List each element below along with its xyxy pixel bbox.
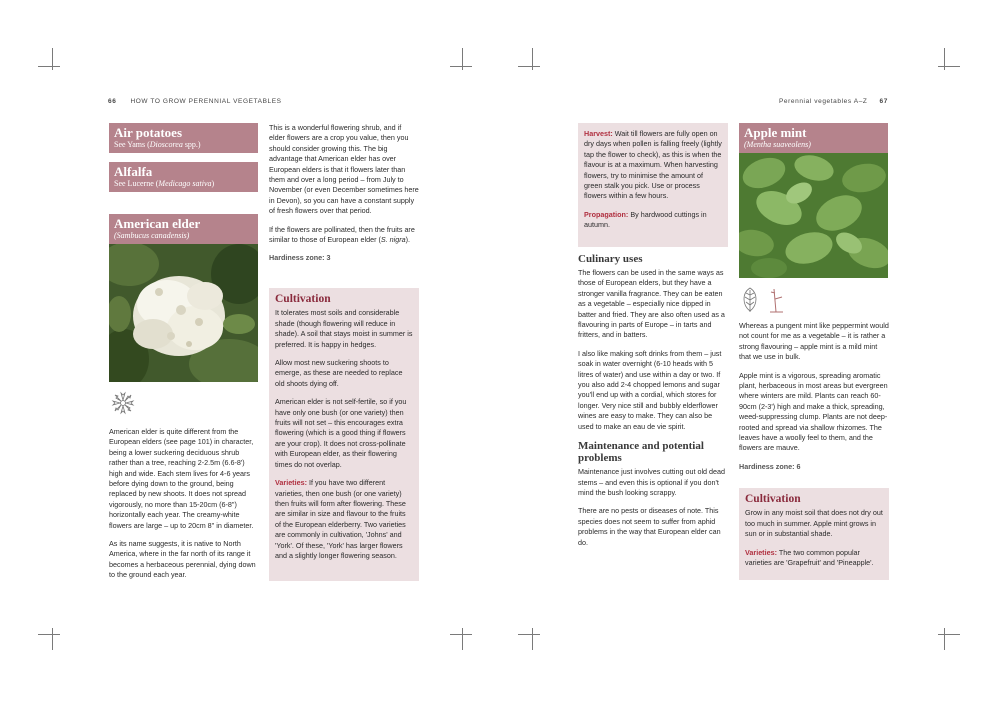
crop-mark (944, 628, 945, 650)
entry-apple-mint (739, 123, 888, 153)
body-paragraph: It tolerates most soils and considerable shade (though flowering will reduce in shade). A soil that stays moist in summer is preferred. It is happy in hedges. (275, 308, 413, 349)
page-number: 67 (879, 98, 888, 105)
crop-mark (938, 634, 960, 635)
crop-mark (52, 628, 53, 650)
crop-mark (938, 66, 960, 67)
crop-mark (38, 634, 60, 635)
entry-latin-name: (Mentha suaveolens) (744, 140, 811, 149)
varieties-paragraph: Varieties: If you have two different varieties, then one bush (or one variety) then fruits will form after flowering. These are similar in size and flavour to the fruits of the European elderberry. Two varieties are commonly in cultivation, 'Johns' and 'York'. Of these, 'York' has larger flowers and a slightly longer flowering season. (275, 478, 406, 560)
american-elder-description (109, 427, 259, 589)
apple-mint-cultivation-panel (739, 488, 889, 580)
apple-mint-description (739, 321, 889, 483)
entry-title: American elder (114, 216, 201, 231)
crop-mark (462, 628, 463, 650)
body-paragraph: As its name suggests, it is native to North America, where in the far north of its range it becomes a herbaceous perennial, dying down to the ground each year. (109, 539, 256, 580)
section-heading: Cultivation (745, 493, 801, 505)
crop-mark (532, 628, 533, 650)
crop-mark (518, 634, 540, 635)
entry-title: Alfalfa (114, 164, 153, 179)
body-paragraph: There are no pests or diseases of note. This species does not seem to suffer from aphid problems in the way that European elder can do. (578, 506, 721, 547)
harvest-panel (578, 123, 728, 247)
page-number: 66 (108, 98, 117, 105)
crop-mark (450, 66, 472, 67)
crop-mark (462, 48, 463, 70)
entry-crossref: See Lucerne (Medicago sativa) (114, 179, 215, 188)
harvest-paragraph: Harvest: Wait till flowers are fully open on dry days when pollen is falling freely (lightly tap the flower to check), as this is when the flavour is at a maximum. When harvesting flowers, try to minimise the amount of green stalk you pick. Use or process flowers within a few hours. (584, 129, 722, 201)
flower-icon (110, 390, 136, 416)
section-heading: Culinary uses (578, 253, 643, 265)
crop-mark (944, 48, 945, 70)
crop-mark (532, 48, 533, 70)
leaf-icon (740, 287, 760, 313)
cultivation-panel (269, 288, 419, 581)
left-running-head (108, 98, 282, 105)
body-paragraph: This is a wonderful flowering shrub, and if elder flowers are a crop you value, then you should consider growing this. The big advantage that American elder has over European elders is that it flowers later than them and over a long period – from July to November (or even December sometimes here in Devon), so you can have a constant supply of fresh flowers over that period. (269, 123, 419, 216)
crop-mark (38, 66, 60, 67)
body-paragraph: I also like making soft drinks from them – just soak in water overnight (6-10 heads with 5 litres of water) and use within a day or two. If you also add 2-4 chopped lemons and sugar you'll end up with a cordial, which stores for longer. Very nice still and bubbly elderflower wines are easy to make. They can also be used to make an eau de vie spirit. (578, 348, 722, 431)
culinary-section (578, 253, 728, 556)
hardiness-zone: Hardiness zone: 6 (739, 461, 801, 471)
running-head-text: Perennial vegetables A–Z (779, 98, 868, 105)
crop-mark (518, 66, 540, 67)
american-elder-intro (269, 123, 419, 275)
body-paragraph: If the flowers are pollinated, then the fruits are similar to those of European elder (S. nigra). (269, 224, 415, 245)
body-paragraph: Maintenance just involves cutting out old dead stems – and even this is optional if you don't mind the bush looking scrappy. (578, 467, 726, 497)
entry-crossref: See Yams (Dioscorea spp.) (114, 140, 201, 149)
entry-latin-name: (Sambucus canadensis) (114, 231, 190, 240)
running-head-text: HOW TO GROW PERENNIAL VEGETABLES (130, 98, 282, 105)
body-paragraph: Apple mint is a vigorous, spreading aromatic plant, herbaceous in most areas but evergreen where winters are mild. Plants can reach 60-90cm (2-3') high and make a thick, spreading, weed-suppressing clump. Plants are not deep-rooted and spread via shallow rhizomes. The leaves have a woolly feel to them, and the flowers are mauve. (739, 370, 888, 453)
body-paragraph: American elder is quite different from the European elders (see page 101) in character, being a lower suckering deciduous shrub rather than a tree, reaching 2-2.5m (6.6-8') high and wide. Each stem lives for 4-6 years before dying down to the ground, being replaced by new shoots. It does not spread vigorously, no more than 15-20cm (6-8") horizontally each year. The creamy-white flowers are large – up to 20cm 8" in diameter. (109, 427, 254, 530)
crop-mark (52, 48, 53, 70)
body-paragraph: Whereas a pungent mint like peppermint would not count for me as a vegetable – it is rather a strong flavouring – apple mint is a mild mint that we use in bulk. (739, 321, 889, 362)
apple-mint-photo (739, 153, 888, 278)
body-paragraph: American elder is not self-fertile, so if you have only one bush (or one variety) then fruits will not set – this encourages extra flowering (which is a good thing if flowers are your crop). It does not cross-pollinate with European elder, as their flowering times do not overlap. (275, 397, 407, 469)
body-paragraph: Grow in any moist soil that does not dry out too much in summer. Apple mint grows in sun or in substantial shade. (745, 508, 883, 539)
crop-mark (450, 634, 472, 635)
body-paragraph: The flowers can be used in the same ways as those of European elders, but they have a stronger vanilla fragrance. They can be eaten as a vegetable – especially nice dipped in batter and fried. They are also often used as a flavouring in parts of Europe – in tarts and fritters, and in batters. (578, 268, 725, 340)
section-heading: Cultivation (275, 293, 331, 305)
entry-american-elder (109, 214, 258, 244)
propagation-paragraph: Propagation: By hardwood cuttings in autumn. (584, 209, 707, 230)
body-paragraph: Allow most new suckering shoots to emerge, as these are needed to replace old shoots dying off. (275, 358, 403, 388)
entry-title: Air potatoes (114, 125, 183, 140)
elder-flower-photo (109, 244, 258, 382)
entry-air-potatoes (109, 123, 258, 153)
right-running-head (779, 98, 888, 105)
section-heading: Maintenance and potential problems (578, 440, 704, 465)
entry-title: Apple mint (744, 125, 807, 140)
hardiness-zone: Hardiness zone: 3 (269, 253, 331, 263)
entry-alfalfa (109, 162, 258, 192)
stem-icon (768, 287, 786, 313)
varieties-paragraph: Varieties: The two common popular varieties are 'Grapefruit' and 'Pineapple'. (745, 547, 874, 568)
